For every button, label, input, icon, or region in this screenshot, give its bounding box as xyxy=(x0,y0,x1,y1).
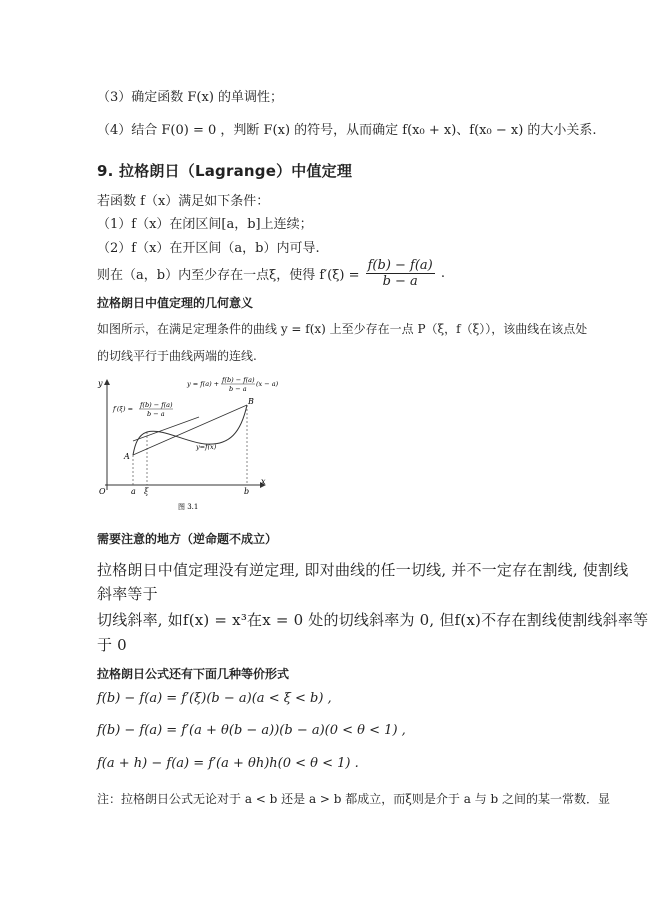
curve-label: y=f(x) xyxy=(196,443,217,451)
slope-equation xyxy=(112,401,173,418)
note-line-1: 拉格朗日中值定理没有逆定理, 即对曲线的任一切线, 并不一定存在割线, 使割线 xyxy=(97,561,629,579)
note-line-2: 斜率等于 xyxy=(97,585,158,603)
list-item-3: （3）确定函数 F(x) 的单调性； xyxy=(97,90,284,105)
fraction-denominator: b − a xyxy=(382,274,418,289)
geometric-meaning-title: 拉格朗日中值定理的几何意义 xyxy=(97,296,254,310)
slope-eq-prefix: f′(ξ) = xyxy=(113,405,134,413)
y-axis-label: y xyxy=(98,379,103,388)
conditions-intro: 若函数 f（x）满足如下条件： xyxy=(97,194,270,209)
point-a-label: A xyxy=(124,452,130,461)
tick-label-b: b xyxy=(244,487,250,496)
chord-eq-prefix: y = f(a) + xyxy=(187,380,220,388)
conclusion-period: . xyxy=(440,266,446,281)
tick-label-a: a xyxy=(131,487,136,496)
tick-label-xi: ξ xyxy=(144,487,149,496)
tangent-line xyxy=(133,417,199,441)
condition-2: （2）f（x）在开区间（a，b）内可导. xyxy=(97,241,320,256)
theorem-conclusion xyxy=(97,258,445,289)
slope-eq-denominator: b − a xyxy=(147,410,165,418)
geometric-meaning-text-1: 如图所示，在满足定理条件的曲线 y = f(x) 上至少存在一点 P（ξ，f（ξ）），该曲线在该点处 xyxy=(97,322,588,336)
section-title: 9. 拉格朗日（Lagrange）中值定理 xyxy=(97,162,353,180)
formula-2: f(b) − f(a) = f′(a + θ(b − a))(b − a)(0 < θ < 1) , xyxy=(97,723,406,738)
condition-1: （1）f（x）在闭区间[a，b]上连续； xyxy=(97,217,313,232)
geometric-meaning-text-2: 的切线平行于曲线两端的连线. xyxy=(97,349,257,363)
formula-3: f(a + h) − f(a) = f′(a + θh)h(0 < θ < 1) . xyxy=(97,756,359,771)
list-item-4: （4）结合 F(0) = 0 ，判断 F(x) 的符号，从而确定 f(x₀ + x)、f(x₀ − x) 的大小关系. xyxy=(97,123,597,138)
chord-eq-numerator: f(b) − f(a) xyxy=(222,376,255,384)
fraction-numerator: f(b) − f(a) xyxy=(367,258,433,273)
chord-eq-suffix: (x − a) xyxy=(256,380,279,388)
x-axis-label: x xyxy=(261,477,266,486)
figure-caption: 图 3.1 xyxy=(178,503,199,511)
note-line-3: 切线斜率, 如f(x) = x³在x = 0 处的切线斜率为 0, 但f(x)不存在割线使割线斜率等 xyxy=(97,611,648,629)
lagrange-figure xyxy=(95,372,279,517)
formula-1: f(b) − f(a) = f′(ξ)(b − a)(a < ξ < b) , xyxy=(97,691,332,706)
note-line-4: 于 0 xyxy=(97,636,127,654)
conclusion-fraction xyxy=(366,258,435,289)
note-title: 需要注意的地方（逆命题不成立） xyxy=(97,532,278,546)
point-b-label: B xyxy=(248,397,254,406)
footnote: 注：拉格朗日公式无论对于 a < b 还是 a > b 都成立，而ξ则是介于 a 与 b 之间的某一常数．显 xyxy=(97,792,611,806)
conclusion-text: 则在（a，b）内至少存在一点ξ，使得 f′(ξ) = xyxy=(97,268,360,283)
chord-eq-denominator: b − a xyxy=(229,385,247,393)
chord-equation xyxy=(186,376,279,393)
origin-label: O xyxy=(99,487,106,496)
equivalent-forms-title: 拉格朗日公式还有下面几种等价形式 xyxy=(97,667,290,681)
slope-eq-numerator: f(b) − f(a) xyxy=(140,401,173,409)
